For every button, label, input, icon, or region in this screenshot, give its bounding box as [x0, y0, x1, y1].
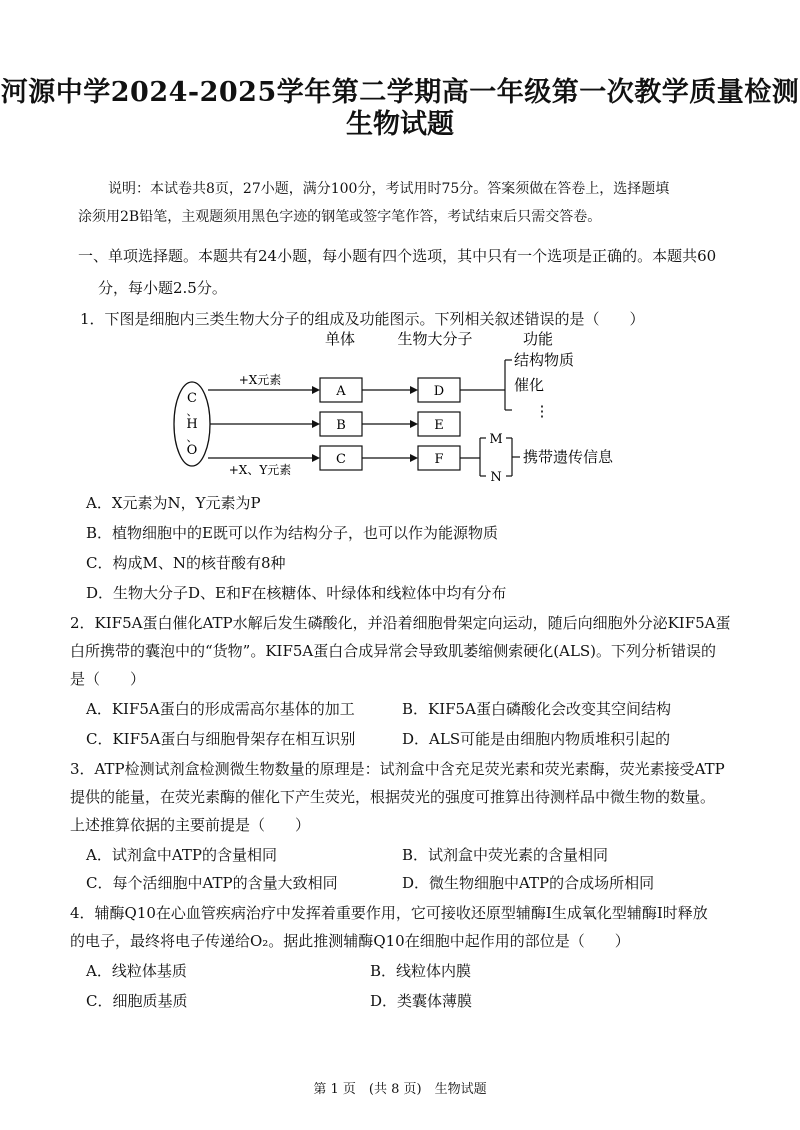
- arrowhead-to-c: [312, 454, 320, 462]
- box-c-label: C: [336, 452, 346, 467]
- function-genetic-info: 携带遗传信息: [523, 448, 614, 466]
- box-e-label: E: [434, 418, 444, 433]
- q1-option-d[interactable]: D．生物大分子D、E和F在核糖体、叶绿体和线粒体中均有分布: [86, 584, 507, 602]
- q2-option-c[interactable]: C．KIF5A蛋白与细胞骨架存在相互识别: [86, 730, 356, 748]
- element-sep-2: 、: [186, 431, 198, 444]
- function-structural: 结构物质: [514, 351, 575, 369]
- q2-stem-line-3: 是（ ）: [70, 670, 146, 688]
- page-footer: 第 1 页 (共 8 页) 生物试题: [313, 1082, 487, 1097]
- label-n: N: [490, 470, 502, 485]
- q4-option-d[interactable]: D．类囊体薄膜: [370, 992, 473, 1010]
- macromolecule-diagram: [170, 330, 650, 490]
- q4-stem-line-1: 4．辅酶Q10在心血管疾病治疗中发挥着重要作用，它可接收还原型辅酶Ⅰ生成氧化型辅酶Ⅰ时释放: [70, 904, 708, 922]
- box-f-label: F: [434, 452, 444, 467]
- q3-stem-line-2: 提供的能量，在荧光素酶的催化下产生荧光，根据荧光的强度可推算出待测样品中微生物的数量。: [70, 788, 716, 806]
- q4-option-a[interactable]: A．线粒体基质: [86, 962, 187, 980]
- box-a-label: A: [336, 384, 346, 399]
- box-b-label: B: [336, 418, 346, 433]
- q3-option-a[interactable]: A．试剂盒中ATP的含量相同: [86, 846, 277, 864]
- q2-stem-line-2: 白所携带的囊泡中的“货物”。KIF5A蛋白合成异常会导致肌萎缩侧索硬化(ALS)。下列分析错误的: [70, 642, 717, 660]
- section-heading-line-1: 一、单项选择题。本题共有24小题，每小题有四个选项，其中只有一个选项是正确的。本题共60: [78, 247, 717, 265]
- q3-option-c[interactable]: C．每个活细胞中ATP的含量大致相同: [86, 874, 338, 892]
- arrowhead-a-to-d: [410, 386, 418, 394]
- box-d-label: D: [433, 384, 445, 399]
- exam-subtitle: 生物试题: [346, 109, 454, 140]
- exam-title: 河源中学2024-2025学年第二学期高一年级第一次教学质量检测: [0, 77, 800, 108]
- instructions-line-1: 说明：本试卷共8页，27小题，满分100分，考试用时75分。答案须做在答卷上，选择题填: [108, 181, 670, 197]
- q1-option-a[interactable]: A．X元素为N，Y元素为P: [86, 494, 261, 512]
- q3-stem-line-1: 3．ATP检测试剂盒检测微生物数量的原理是：试剂盒中含充足荧光素和荧光素酶，荧光素接受ATP: [70, 760, 725, 778]
- q3-option-d[interactable]: D．微生物细胞中ATP的合成场所相同: [402, 874, 655, 892]
- section-heading-line-2: 分，每小题2.5分。: [98, 279, 227, 297]
- q1-option-c[interactable]: C．构成M、N的核苷酸有8种: [86, 554, 286, 572]
- label-plus-x: +X元素: [238, 373, 282, 387]
- element-o: O: [186, 443, 198, 458]
- q3-option-b[interactable]: B．试剂盒中荧光素的含量相同: [402, 846, 609, 864]
- col-header-macromolecule: 生物大分子: [397, 330, 473, 348]
- q2-option-d[interactable]: D．ALS可能是由细胞内物质堆积引起的: [402, 730, 671, 748]
- q2-option-a[interactable]: A．KIF5A蛋白的形成需高尔基体的加工: [86, 700, 355, 718]
- q3-stem-line-3: 上述推算依据的主要前提是（ ）: [70, 816, 311, 834]
- q2-stem-line-1: 2．KIF5A蛋白催化ATP水解后发生磷酸化，并沿着细胞骨架定向运动，随后向细胞外分泌KIF5A蛋: [70, 614, 731, 632]
- q2-option-b[interactable]: B．KIF5A蛋白磷酸化会改变其空间结构: [402, 700, 671, 718]
- q1-stem: 1．下图是细胞内三类生物大分子的组成及功能图示。下列相关叙述错误的是（ ）: [80, 310, 645, 328]
- col-header-function: 功能: [522, 330, 554, 348]
- element-h: H: [186, 417, 198, 432]
- q1-option-b[interactable]: B．植物细胞中的E既可以作为结构分子，也可以作为能源物质: [86, 524, 498, 542]
- q4-stem-line-2: 的电子，最终将电子传递给O₂。据此推测辅酶Q10在细胞中起作用的部位是（ ）: [70, 932, 630, 950]
- element-sep-1: 、: [186, 405, 198, 418]
- arrowhead-to-a: [312, 386, 320, 394]
- arrowhead-to-b: [312, 420, 320, 428]
- q4-option-c[interactable]: C．细胞质基质: [86, 992, 188, 1010]
- instructions-line-2: 涂须用2B铅笔，主观题须用黑色字迹的钢笔或签字笔作答，考试结束后只需交答卷。: [78, 209, 602, 225]
- arrowhead-b-to-e: [410, 420, 418, 428]
- label-m: M: [489, 432, 503, 447]
- label-plus-xy: +X、Y元素: [228, 463, 292, 477]
- element-c: C: [187, 391, 197, 406]
- q4-option-b[interactable]: B．线粒体内膜: [370, 962, 472, 980]
- col-header-monomer: 单体: [324, 330, 356, 348]
- arrowhead-c-to-f: [410, 454, 418, 462]
- function-ellipsis: ⋮: [534, 402, 550, 420]
- function-catalysis: 催化: [514, 376, 545, 394]
